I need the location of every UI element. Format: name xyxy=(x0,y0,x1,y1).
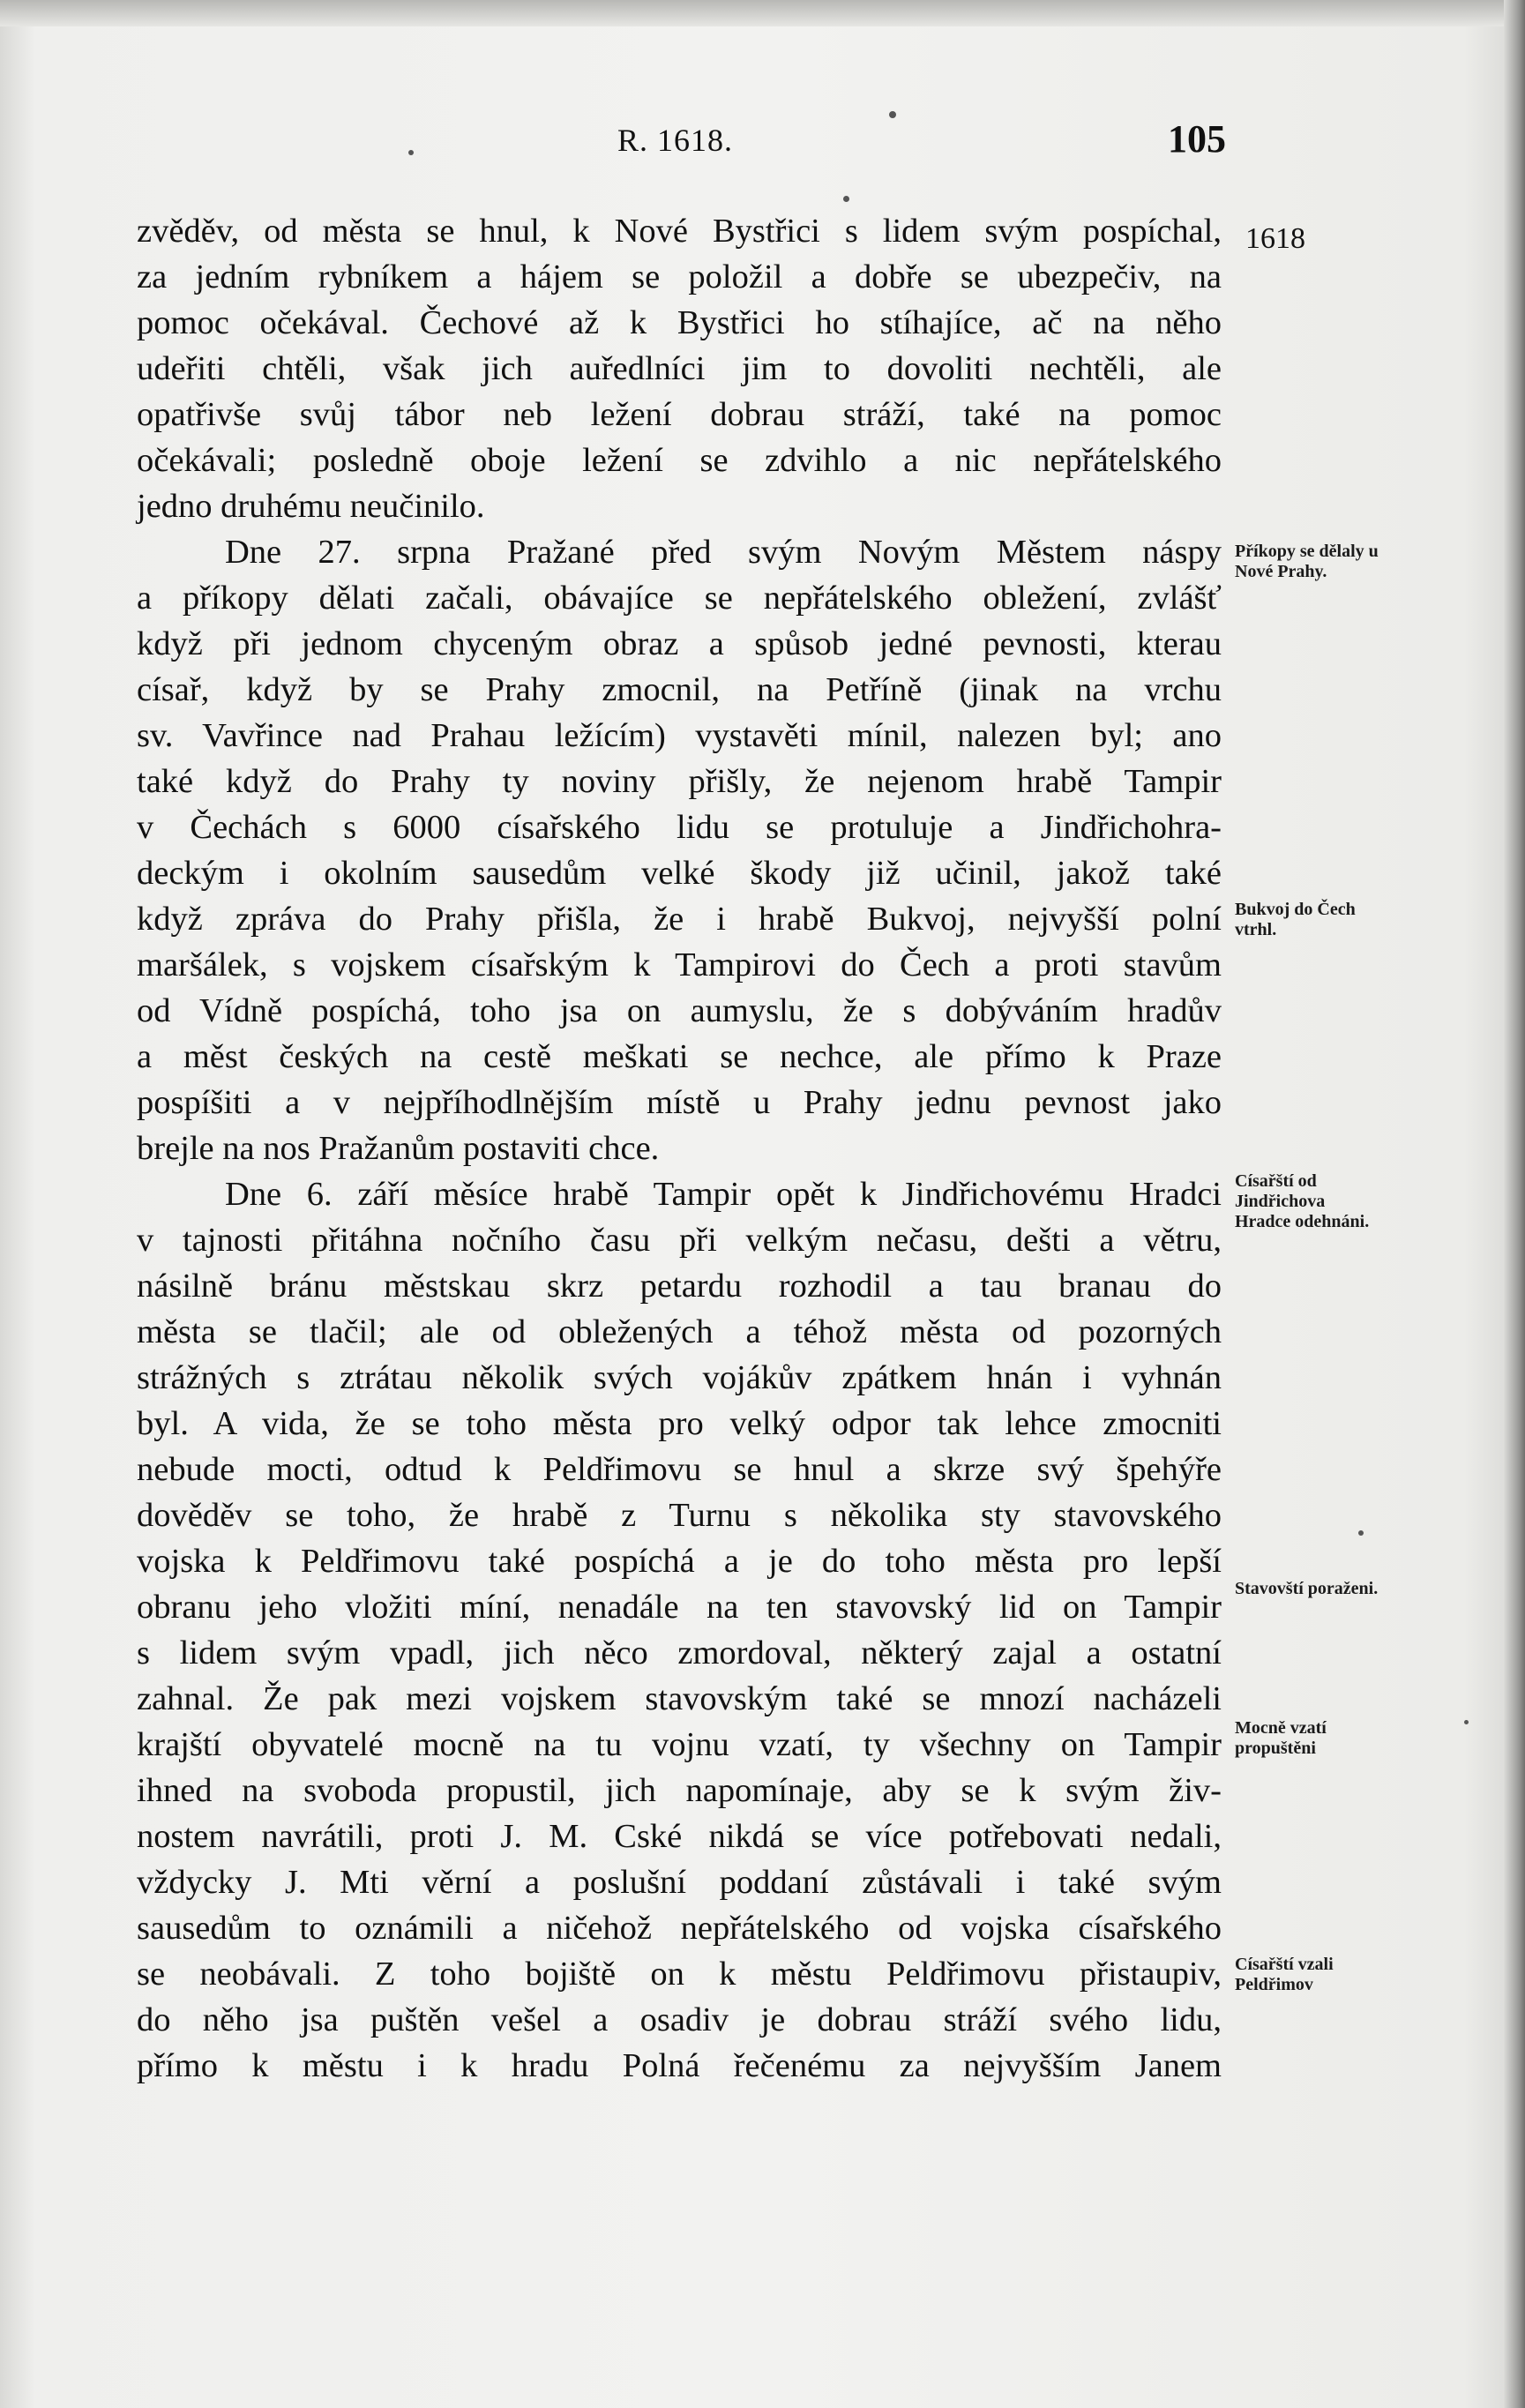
text-line: ihned na svoboda propustil, jich napomínaje, aby se k svým živ- xyxy=(137,1772,1222,1809)
text-line: města se tlačil; ale od obležených a téhož města od pozorných xyxy=(137,1313,1222,1350)
text-line: jedno druhému neučinilo. xyxy=(137,488,485,525)
print-speck xyxy=(889,111,896,118)
page-top-shadow xyxy=(0,0,1525,26)
margin-note-mocne-vzati: Mocně vzatí propuštěni xyxy=(1235,1718,1327,1758)
text-line: dověděv se toho, že hrabě z Turnu s několika sty stavovského xyxy=(137,1497,1222,1534)
text-line: deckým i okolním sausedům velké škody již učinil, jakož také xyxy=(137,855,1222,892)
margin-note-peldrimov: Císařští vzali Peldřimov xyxy=(1235,1955,1334,1994)
text-line: Dne 27. srpna Pražané před svým Novým Městem náspy xyxy=(225,534,1222,571)
text-line: když při jednom chyceným obraz a spůsob jedné pevnosti, kterau xyxy=(137,625,1222,662)
text-line: byl. A vida, že se toho města pro velký odpor tak lehce zmocniti xyxy=(137,1405,1222,1442)
text-line: obranu jeho vložiti míní, nenadále na ten stavovský lid on Tampir xyxy=(137,1589,1222,1626)
text-line: nostem navrátili, proti J. M. Cské nikdá se více potřebovati nedali, xyxy=(137,1818,1222,1855)
text-line: sv. Vavřince nad Prahau ležícím) vystavěti mínil, nalezen byl; ano xyxy=(137,717,1222,754)
text-line: Dne 6. září měsíce hrabě Tampir opět k Jindřichovému Hradci xyxy=(225,1176,1222,1213)
text-line: v tajnosti přitáhna nočního času při velkým nečasu, dešti a větru, xyxy=(137,1222,1222,1259)
margin-note-prikopy: Příkopy se dělaly u Nové Prahy. xyxy=(1235,542,1379,581)
text-line: za jedním rybníkem a hájem se položil a dobře se ubezpečiv, na xyxy=(137,258,1222,295)
text-line: zvěděv, od města se hnul, k Nové Bystřici s lidem svým pospíchal, xyxy=(137,213,1222,250)
text-line: a příkopy dělati začali, obávajíce se nepřátelského obležení, zvlášť xyxy=(137,580,1222,617)
text-line: krajští obyvatelé mocně na tu vojnu vzatí, ty všechny on Tampir xyxy=(137,1726,1222,1763)
text-line: pospíšiti a v nejpříhodlnějším místě u Prahy jednu pevnost jako xyxy=(137,1084,1222,1121)
text-line: do něho jsa puštěn vešel a osadiv je dobrau stráží svého lidu, xyxy=(137,2001,1222,2038)
body-text xyxy=(137,208,1222,2089)
margin-note-stavovsti: Stavovští poraženi. xyxy=(1235,1579,1379,1598)
text-line: přímo k městu i k hradu Polná řečenému za nejvyšším Janem xyxy=(137,2047,1222,2084)
text-line: sausedům to oznámili a ničehož nepřátelského od vojska císařského xyxy=(137,1910,1222,1947)
text-line: zahnal. Že pak mezi vojskem stavovským také se mnozí nacházeli xyxy=(137,1680,1222,1717)
page-number: 105 xyxy=(1168,117,1226,161)
text-line: od Vídně pospíchá, toho jsa on aumyslu, že s dobýváním hradův xyxy=(137,992,1222,1029)
text-line: brejle na nos Pražanům postaviti chce. xyxy=(137,1130,660,1167)
text-line: udeřiti chtěli, však jich auředlníci jim to dovoliti nechtěli, ale xyxy=(137,350,1222,387)
text-line: a měst českých na cestě meškati se nechce, ale přímo k Praze xyxy=(137,1038,1222,1075)
print-speck xyxy=(1464,1720,1469,1724)
print-speck xyxy=(1358,1530,1364,1536)
page-right-edge xyxy=(1504,0,1525,2408)
print-speck xyxy=(843,196,849,202)
text-line: se neobávali. Z toho bojiště on k městu Peldřimovu přistaupiv, xyxy=(137,1956,1222,1993)
margin-note-jindrichuv-hradec: Císařští od Jindřichova Hradce odehnáni. xyxy=(1235,1171,1370,1231)
page-header xyxy=(132,117,1226,166)
text-line: násilně bránu městskau skrz petardu rozhodil a tau branau do xyxy=(137,1268,1222,1305)
text-line: vždycky J. Mti věrní a poslušní poddaní zůstávali i také svým xyxy=(137,1864,1222,1901)
text-line: vojska k Peldřimovu také pospíchá a je do toho města pro lepší xyxy=(137,1543,1222,1580)
text-line: také když do Prahy ty noviny přišly, že nejenom hrabě Tampir xyxy=(137,763,1222,800)
text-line: když zpráva do Prahy přišla, že i hrabě Bukvoj, nejvyšší polní xyxy=(137,901,1222,938)
text-line: v Čechách s 6000 císařského lidu se protuluje a Jindřichohra- xyxy=(137,809,1222,846)
margin-note-bukvoj: Bukvoj do Čech vtrhl. xyxy=(1235,900,1356,939)
margin-year: 1618 xyxy=(1245,222,1305,255)
running-head: R. 1618. xyxy=(617,123,734,158)
text-line: císař, když by se Prahy zmocnil, na Petříně (jinak na vrchu xyxy=(137,671,1222,708)
text-line: očekávali; posledně oboje ležení se zdvihlo a nic nepřátelského xyxy=(137,442,1222,479)
text-line: strážných s ztrátau několik svých vojákův zpátkem hnán i vyhnán xyxy=(137,1359,1222,1396)
text-line: nebude mocti, odtud k Peldřimovu se hnul a skrze svý špehýře xyxy=(137,1451,1222,1488)
text-line: opatřivše svůj tábor neb ležení dobrau stráží, také na pomoc xyxy=(137,396,1222,433)
print-speck xyxy=(408,150,414,155)
text-line: s lidem svým vpadl, jich něco zmordoval, některý zajal a ostatní xyxy=(137,1634,1222,1671)
text-line: maršálek, s vojskem císařským k Tampirovi do Čech a proti stavům xyxy=(137,946,1222,983)
text-line: pomoc očekával. Čechové až k Bystřici ho stíhajíce, ač na něho xyxy=(137,304,1222,341)
